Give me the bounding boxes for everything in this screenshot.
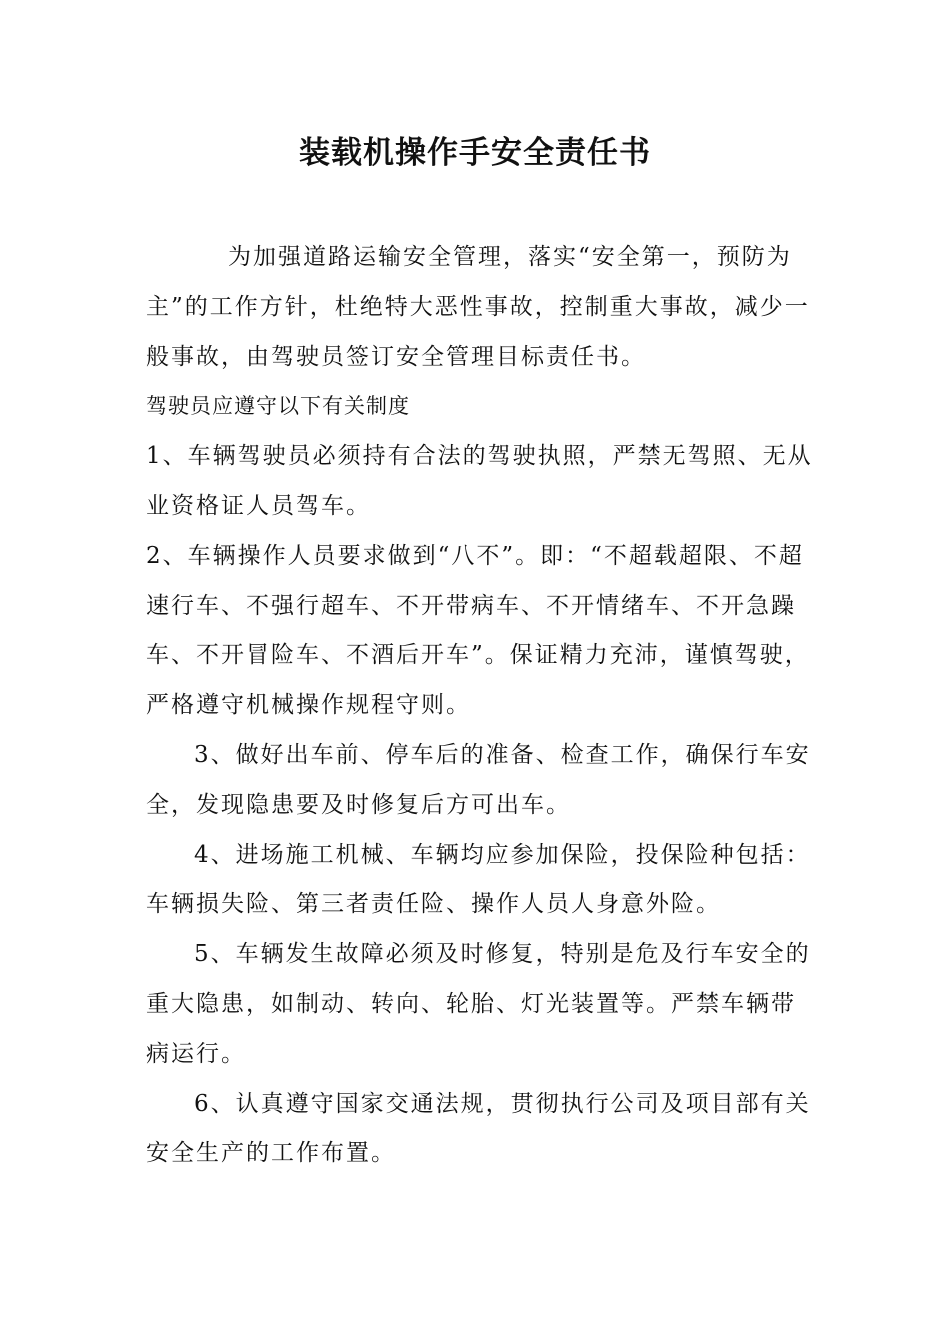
rules-heading: 驾驶员应遵守以下有关制度 bbox=[146, 394, 410, 419]
rule-item-5: 5、车辆发生故障必须及时修复，特别是危及行车安全的重大隐患，如制动、转向、轮胎、灯光装置等。严禁车辆带病运行。 bbox=[146, 941, 811, 1067]
document-body bbox=[146, 233, 816, 1179]
intro-paragraph: 为加强道路运输安全管理，落实“安全第一，预防为主”的工作方针，杜绝特大恶性事故，控制重大事故，减少一般事故，由驾驶员签订安全管理目标责任书。 bbox=[146, 244, 810, 370]
rule-item-6: 6、认真遵守国家交通法规，贯彻执行公司及项目部有关安全生产的工作布置。 bbox=[146, 1090, 811, 1167]
rule-item-4: 4、进场施工机械、车辆均应参加保险，投保险种包括：车辆损失险、第三者责任险、操作人员人身意外险。 bbox=[146, 841, 811, 918]
document-title: 装载机操作手安全责任书 bbox=[299, 135, 651, 171]
rule-item-1: 1、车辆驾驶员必须持有合法的驾驶执照，严禁无驾照、无从业资格证人员驾车。 bbox=[146, 443, 813, 519]
rule-item-3: 3、做好出车前、停车后的准备、检查工作，确保行车安全，发现隐患要及时修复后方可出车。 bbox=[146, 741, 811, 818]
rule-item-2: 2、车辆操作人员要求做到“八不”。即：“不超载超限、不超速行车、不强行超车、不开带病车、不开情绪车、不开急躁车、不开冒险车、不酒后开车”。保证精力充沛，谨慎驾驶，严格遵守机械操作规程守则。 bbox=[146, 542, 810, 719]
